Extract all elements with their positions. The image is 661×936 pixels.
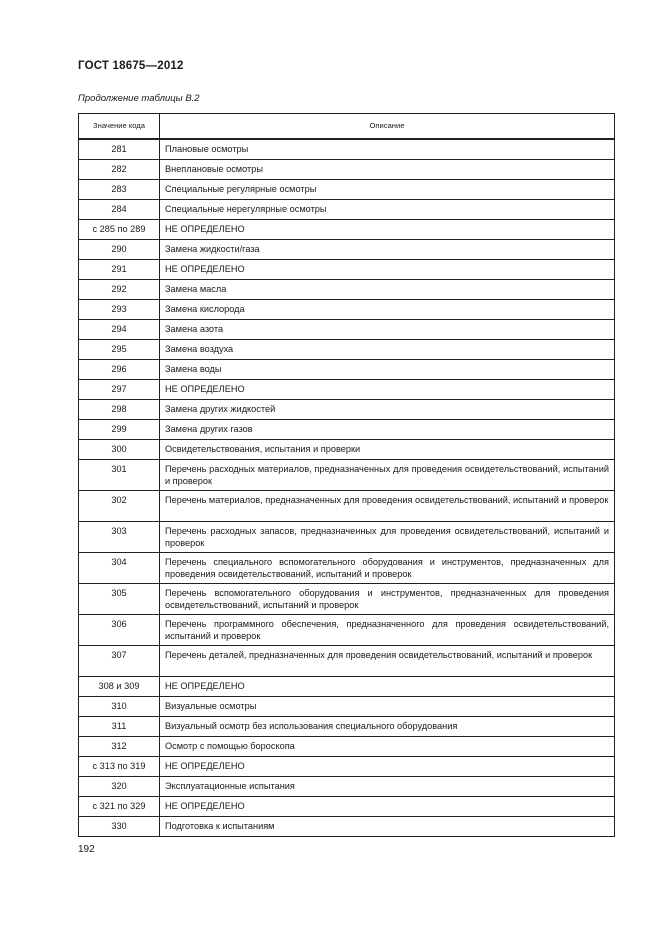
table-row [79,320,615,340]
table-caption: Продолжение таблицы В.2 [78,93,200,104]
description-cell: НЕ ОПРЕДЕЛЕНО [160,757,615,777]
code-cell: 306 [79,615,160,646]
code-cell: 304 [79,553,160,584]
code-cell: 303 [79,522,160,553]
table-row [79,360,615,380]
code-cell: 291 [79,260,160,280]
code-cell: 294 [79,320,160,340]
code-cell: 295 [79,340,160,360]
table-row [79,584,615,615]
column-header-code: Значение кода [79,114,160,140]
description-cell: Плановые осмотры [160,139,615,160]
code-cell: 281 [79,139,160,160]
description-cell: Замена воды [160,360,615,380]
code-cell: 297 [79,380,160,400]
code-cell: 307 [79,646,160,677]
table-row [79,240,615,260]
code-cell: 320 [79,777,160,797]
document-title: ГОСТ 18675—2012 [78,60,184,72]
table-row [79,200,615,220]
code-cell: 293 [79,300,160,320]
table-row [79,139,615,160]
description-cell: Визуальные осмотры [160,697,615,717]
description-cell: НЕ ОПРЕДЕЛЕНО [160,380,615,400]
description-cell: Освидетельствования, испытания и проверки [160,440,615,460]
code-cell: 300 [79,440,160,460]
description-cell: Замена других жидкостей [160,400,615,420]
description-cell: Перечень специального вспомогательного оборудования и инструментов, предназначенных для проведения освидетельствований, испытаний и проверок [160,553,615,584]
description-cell: НЕ ОПРЕДЕЛЕНО [160,220,615,240]
table-row [79,817,615,837]
description-cell: Перечень расходных материалов, предназначенных для проведения освидетельствований, испытаний и проверок [160,460,615,491]
table-header-row [79,114,615,140]
description-cell: Перечень деталей, предназначенных для проведения освидетельствований, испытаний и проверок [160,646,615,677]
description-cell: Замена воздуха [160,340,615,360]
description-cell: Замена других газов [160,420,615,440]
table-row [79,440,615,460]
code-cell: 308 и 309 [79,677,160,697]
code-table [78,113,615,837]
description-cell: Эксплуатационные испытания [160,777,615,797]
description-cell: Внеплановые осмотры [160,160,615,180]
description-cell: Замена азота [160,320,615,340]
description-cell: Перечень вспомогательного оборудования и инструментов, предназначенных для проведения освидетельствований, испытаний и проверок [160,584,615,615]
description-cell: НЕ ОПРЕДЕЛЕНО [160,797,615,817]
table-row [79,460,615,491]
table-body [79,139,615,837]
table-row [79,553,615,584]
table-row [79,677,615,697]
code-cell: 292 [79,280,160,300]
table-row [79,340,615,360]
code-cell: 296 [79,360,160,380]
code-cell: с 285 по 289 [79,220,160,240]
page-number: 192 [78,844,95,855]
table-row [79,280,615,300]
code-cell: 302 [79,491,160,522]
table-row [79,420,615,440]
code-cell: 283 [79,180,160,200]
code-cell: 299 [79,420,160,440]
table-row [79,400,615,420]
description-cell: Визуальный осмотр без использования специального оборудования [160,717,615,737]
table-row [79,160,615,180]
description-cell: Подготовка к испытаниям [160,817,615,837]
code-cell: 301 [79,460,160,491]
table-row [79,646,615,677]
description-cell: НЕ ОПРЕДЕЛЕНО [160,260,615,280]
description-cell: Замена кислорода [160,300,615,320]
table-row [79,260,615,280]
code-cell: 290 [79,240,160,260]
code-cell: 311 [79,717,160,737]
table-row [79,522,615,553]
description-cell: Перечень расходных запасов, предназначенных для проведения освидетельствований, испытаний и проверок [160,522,615,553]
code-cell: 312 [79,737,160,757]
code-cell: с 321 по 329 [79,797,160,817]
code-cell: с 313 по 319 [79,757,160,777]
table-row [79,757,615,777]
table-row [79,615,615,646]
description-cell: Перечень материалов, предназначенных для проведения освидетельствований, испытаний и проверок [160,491,615,522]
table-row [79,180,615,200]
table-row [79,737,615,757]
table-row [79,300,615,320]
table-row [79,220,615,240]
description-cell: Специальные регулярные осмотры [160,180,615,200]
description-cell: Замена жидкости/газа [160,240,615,260]
description-cell: Замена масла [160,280,615,300]
description-cell: Осмотр с помощью бороскопа [160,737,615,757]
code-cell: 310 [79,697,160,717]
description-cell: Специальные нерегулярные осмотры [160,200,615,220]
table-row [79,717,615,737]
table-row [79,491,615,522]
table-row [79,777,615,797]
table-row [79,697,615,717]
code-cell: 305 [79,584,160,615]
code-cell: 298 [79,400,160,420]
code-cell: 282 [79,160,160,180]
code-cell: 284 [79,200,160,220]
table-row [79,380,615,400]
description-cell: Перечень программного обеспечения, предназначенного для проведения освидетельствований, испытаний и проверок [160,615,615,646]
code-cell: 330 [79,817,160,837]
description-cell: НЕ ОПРЕДЕЛЕНО [160,677,615,697]
column-header-description: Описание [160,114,615,140]
table-row [79,797,615,817]
